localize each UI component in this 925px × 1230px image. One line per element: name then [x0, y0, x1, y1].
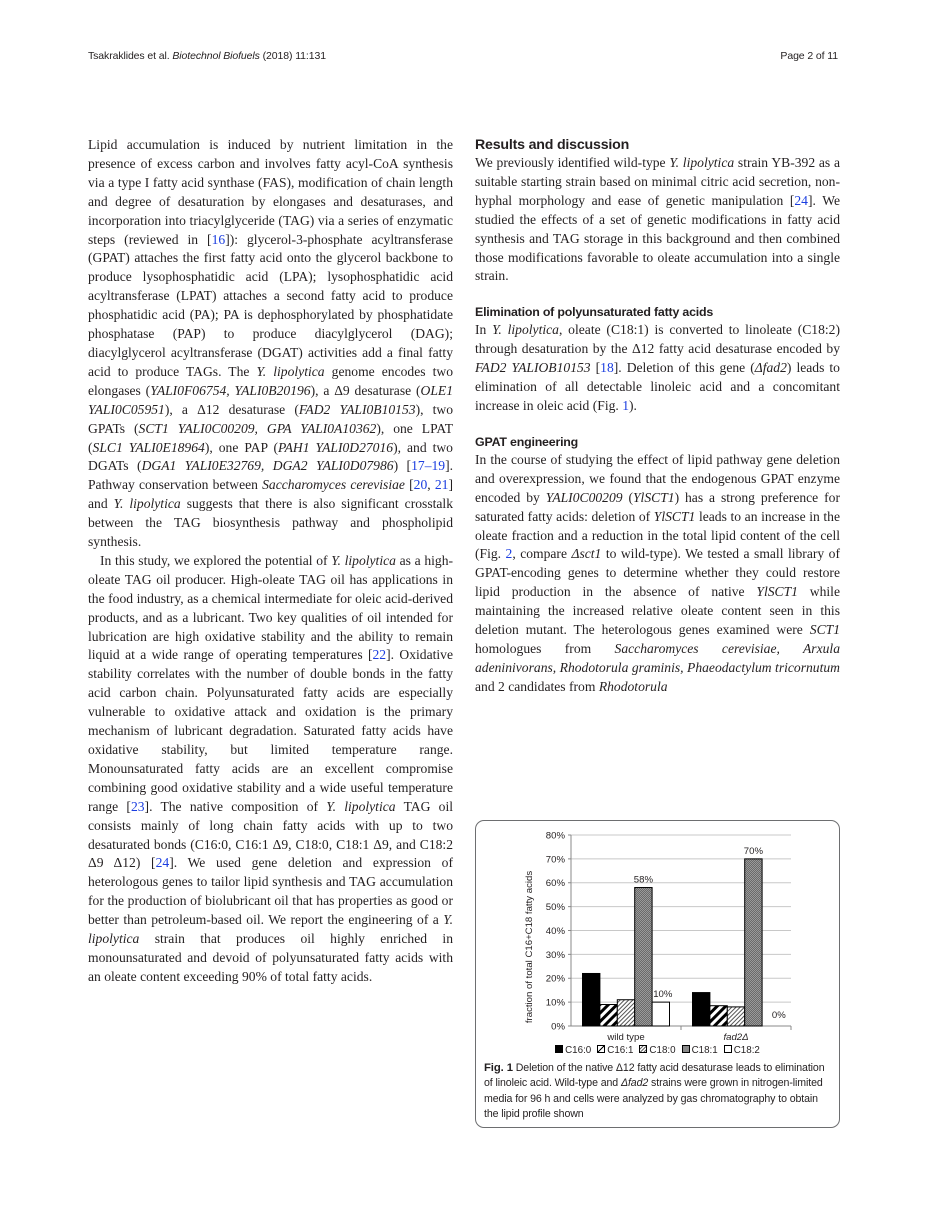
italic-text: Δsct1 [571, 546, 602, 562]
section-title-results: Results and discussion [475, 137, 630, 153]
subsection-title-pufa: Elimination of polyunsaturated fatty acids [475, 305, 714, 320]
reference-link[interactable]: 24 [794, 192, 808, 208]
bar-C18-0 [617, 1000, 634, 1026]
y-tick-label: 30% [545, 949, 565, 961]
reference-link[interactable]: 1 [622, 397, 630, 413]
bar-C16-1 [710, 1006, 727, 1026]
data-label: 0% [771, 1010, 786, 1021]
x-category-label: wild type [607, 1032, 645, 1043]
legend-swatch-icon [724, 1045, 732, 1053]
reference-link[interactable]: 22 [372, 647, 387, 663]
italic-text: Saccharomyces cerevisiae [262, 477, 405, 493]
data-label: 58% [633, 874, 654, 886]
y-tick-label: 10% [545, 997, 565, 1009]
italic-text: SCT1 [809, 622, 840, 638]
x-axis-labels [606, 1032, 748, 1043]
italic-text: YALI0F06754, YALI0B20196 [150, 382, 311, 398]
italic-text: YlSCT1 [633, 489, 675, 505]
legend-item [555, 1045, 591, 1056]
bar-chart [476, 821, 841, 1061]
data-label: 10% [653, 989, 673, 1001]
pufa-paragraph: In Y. lipolytica, oleate (C18:1) is converted to linoleate (C18:2) through desaturation by the Δ12 fatty acid desaturase encoded by FAD2 YALIOB10153 [18]. Deletion of this gene (Δfad2) leads to elimination of all detectable linoleic acid and a concomitant increase in oleic acid (Fig. 1). [475, 322, 841, 413]
italic-text: Y. lipolytica [492, 322, 559, 338]
italic-text: SCT1 YALI0C00209, GPA YALI0A10362 [138, 420, 377, 436]
data-label: 70% [743, 845, 764, 857]
italic-text: Y. lipolytica [669, 155, 735, 170]
y-tick-label: 40% [545, 925, 565, 937]
legend-swatch-icon [597, 1045, 605, 1053]
legend-swatch-icon [682, 1045, 690, 1053]
reference-link[interactable]: 23 [130, 798, 145, 814]
chart-bars [583, 859, 763, 1026]
legend-label: C16:1 [607, 1045, 634, 1056]
legend-label: C18:2 [733, 1045, 760, 1056]
legend-item [597, 1045, 633, 1056]
italic-text: PAH1 YALI0D27016 [278, 439, 394, 455]
legend-label: C18:0 [649, 1045, 676, 1056]
legend-item [724, 1045, 760, 1056]
journal-name: Biotechnol Biofuels [172, 50, 260, 62]
reference-link[interactable]: 24 [155, 855, 170, 871]
reference-link[interactable]: 2 [505, 546, 513, 562]
intro-paragraph-2: In this study, we explored the potential of Y. lipolytica as a high-oleate TAG oil producer. High-oleate TAG oil has applications in the food industry, as a chemical intermediate for oleic acid-derived products, and as a lubricant. Two key qualities of oil intended for lubrication are high oxidative stability and the ability to remain liquid at a wide range of operating temperatures [22]. Oxidative stability correlates with the number of double bonds in the fatty acid carbon chain. Polyunsaturated fatty acids are especially vulnerable to oxidative attack and oxidation is the primary mechanism of lubricant degradation. Saturated fatty acids have oxidative stability, but limited temperature range. Monounsaturated fatty acids are an excellent compromise combining good oxidative stability and a wide useful temperature range [23]. The native composition of Y. lipolytica TAG oil consists mainly of long chain fatty acids with up to two desaturated bonds (C16:0, C16:1 Δ9, C18:0, C18:1 Δ9, and C18:2 Δ9 Δ12) [24]. We used gene deletion and expression of heterologous genes to tailor lipid synthesis and TAG accumulation for the production of biolubricant oil that has properties as good or better than petroleum-based oil. We report the engineering of a Y. lipolytica strain that produces oil highly enriched in monounsaturated and devoid of polyunsaturated fatty acids with an oleate content exceeding 90% of total fatty acids. [88, 552, 454, 984]
italic-text: Δfad2 [620, 1077, 649, 1090]
italic-text: DGA1 YALI0E32769, DGA2 YALI0D07986 [141, 458, 394, 474]
bar-C16-0 [583, 973, 600, 1026]
italic-text: Y. lipolytica [256, 363, 325, 379]
legend-item [639, 1045, 675, 1056]
reference-link[interactable]: 20 [413, 477, 428, 493]
italic-text: Y. lipolytica [331, 552, 396, 568]
figure-label: Fig. 1 [484, 1062, 513, 1074]
caption-text: Deletion of the native Δ12 fatty acid desaturase leads to elimination of linoleic acid. Wild-type and Δfad2 strains were grown in nitrogen-limited media for 96 h and cells were analyzed by gas chromatography to obtain the lipid profile shown [484, 1062, 825, 1120]
x-category-label: fad2Δ [723, 1032, 749, 1043]
running-head [88, 50, 838, 66]
page-number: Page 2 of 11 [780, 50, 838, 62]
italic-text: Y. lipolytica [88, 912, 453, 947]
italic-text: YlSCT1 [756, 584, 798, 600]
italic-text: FAD2 YALIOB10153 [475, 360, 591, 376]
italic-text: Δfad2 [754, 360, 787, 376]
bar-C16-1 [600, 1005, 617, 1026]
y-tick-label: 70% [545, 854, 565, 866]
volume-info: (2018) 11:131 [262, 50, 326, 62]
y-tick-label: 80% [545, 830, 565, 842]
italic-text: YALI0C00209 [545, 489, 623, 505]
italic-text: Y. lipolytica [113, 496, 181, 512]
legend-label: C16:0 [565, 1045, 592, 1056]
bar-C16-0 [693, 993, 710, 1026]
results-paragraph: We previously identified wild-type Y. lipolytica strain YB-392 as a suitable starting strain based on minimal citric acid secretion, non-hyphal morphology and ease of genetic manipulation [24]. We studied the effects of a set of genetic modifications in fatty acid synthesis and TAG storage in this background and then combined those modifications favorable to oleate accumulation into a single strain. [475, 155, 841, 284]
y-tick-label: 0% [551, 1021, 565, 1033]
italic-text: YlSCT1 [653, 508, 696, 524]
y-axis-ticks [546, 830, 571, 1032]
italic-text: Saccharomyces cerevisiae, Arxula adeninivorans, Rhodotorula graminis, Phaeodactylum tricornutum [475, 640, 840, 675]
bar-C18-1 [635, 888, 652, 1026]
reference-link[interactable]: 16 [211, 231, 226, 247]
y-tick-label: 20% [545, 973, 565, 985]
legend-label: C18:1 [691, 1045, 718, 1056]
subsection-title-gpat: GPAT engineering [475, 434, 579, 449]
right-column [475, 136, 840, 697]
italic-text: Y. lipolytica [326, 798, 396, 814]
chart-legend [476, 1045, 839, 1056]
authors: Tsakraklides et al. [88, 50, 170, 62]
legend-item [682, 1045, 718, 1056]
reference-link[interactable]: 18 [600, 360, 614, 376]
italic-text: SLC1 YALI0E18964 [92, 439, 205, 455]
y-tick-label: 50% [545, 902, 565, 914]
y-axis-label: fraction of total C16+C18 fatty acids [524, 870, 535, 1024]
figure-caption [484, 1061, 834, 1122]
italic-text: Rhodotorula [598, 678, 668, 694]
reference-link[interactable]: 21 [434, 477, 449, 493]
gpat-paragraph: In the course of studying the effect of lipid pathway gene deletion and overexpression, we found that the endogenous GPAT enzyme encoded by YALI0C00209 (YlSCT1) has a strong preference for saturated fatty acids: deletion of YlSCT1 leads to an increase in the oleate fraction and a reduction in the total lipid content of the cell (Fig. 2, compare Δsct1 to wild-type). We tested a small library of GPAT-encoding genes to determine whether they could restore lipid production in the absence of native YlSCT1 while maintaining the increased relative oleate content seen in this deletion mutant. The heterologous genes examined were SCT1 homologues from Saccharomyces cerevisiae, Arxula adeninivorans, Rhodotorula graminis, Phaeodactylum tricornutum and 2 candidates from Rhodotorula [475, 451, 840, 694]
y-tick-label: 60% [545, 878, 565, 890]
legend-swatch-icon [555, 1045, 563, 1053]
legend-swatch-icon [639, 1045, 647, 1053]
bar-C18-0 [727, 1007, 744, 1026]
italic-text: FAD2 YALI0B10153 [298, 401, 416, 417]
bar-C18-1 [745, 859, 762, 1026]
intro-paragraph-1: Lipid accumulation is induced by nutrient limitation in the presence of excess carbon and involves fatty acyl-CoA synthesis via a type I fatty acid synthase (FAS), modification of chain length and degree of desaturation by elongases and desaturases, and incorporation into triacylglyceride (TAG) via a series of enzymatic steps (reviewed in [16]): glycerol-3-phosphate acyltransferase (GPAT) attaches the first fatty acid onto the glycerol backbone to produce lysophosphatidic acid (LPA); lysophosphatidic acid acyltransferase (LPAT) attaches a second fatty acid to produce phosphatidic acid (PA); PA is dephosphorylated by phosphatidate phosphatase (PAP) to produce diacylglycerol (DAG); diacylglycerol acyltransferase (DGAT) activities add a final fatty acid to produce TAGs. The Y. lipolytica genome encodes two elongases (YALI0F06754, YALI0B20196), a Δ9 desaturase (OLE1 YALI0C05951), a Δ12 desaturase (FAD2 YALI0B10153), two GPATs (SCT1 YALI0C00209, GPA YALI0A10362), one LPAT (SLC1 YALI0E18964), one PAP (PAH1 YALI0D27016), and two DGATs (DGA1 YALI0E32769, DGA2 YALI0D07986) [17–19]. Pathway conservation between Saccharomyces cerevisiae [20, 21] and Y. lipolytica suggests that there is also significant crosstalk between the TAG biosynthesis pathway and phospholipid synthesis. [88, 137, 454, 550]
italic-text: OLE1 YALI0C05951 [88, 382, 453, 417]
bar-C18-2 [652, 1002, 669, 1026]
left-column [88, 136, 453, 987]
reference-link[interactable]: 17–19 [411, 458, 446, 474]
running-head-citation [88, 50, 326, 66]
figure-1 [475, 820, 840, 1128]
